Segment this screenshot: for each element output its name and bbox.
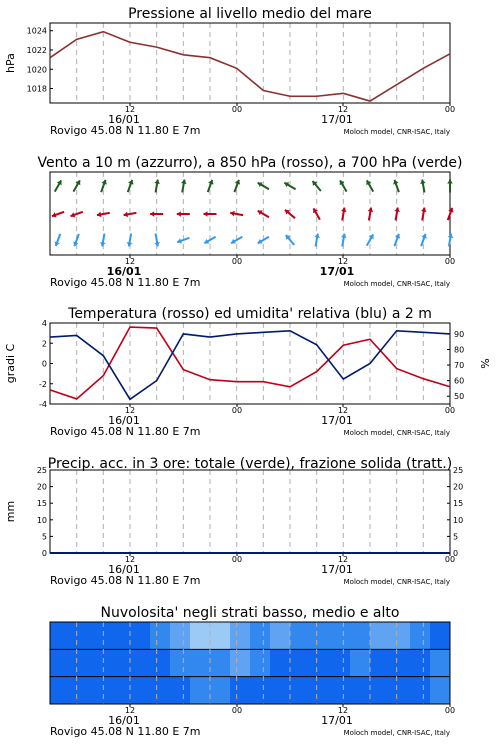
cloud-cell <box>110 622 130 650</box>
cloud-cell <box>210 649 230 677</box>
cloud-cell <box>90 649 110 677</box>
x-tick-label: 12 <box>337 406 349 415</box>
y-tick-label: 0 <box>41 549 47 558</box>
cloud-cell <box>230 622 250 650</box>
location-info: Rovigo 45.08 N 11.80 E 7m <box>50 276 201 289</box>
x-tick-label: 00 <box>444 105 456 114</box>
cloud-cell <box>410 677 430 705</box>
cloud-cell <box>50 622 70 650</box>
cloud-cell <box>370 649 390 677</box>
cloud-cell <box>110 677 130 705</box>
y2-tick-label: 70 <box>454 361 465 371</box>
cloud-cell <box>230 677 250 705</box>
cloud-cell <box>270 622 290 650</box>
cloud-cell <box>130 649 150 677</box>
x-tick-label: 00 <box>231 555 243 564</box>
cloud-cell <box>70 677 90 705</box>
date-label: 17/01 <box>321 113 353 126</box>
x-tick-label: 12 <box>337 555 349 564</box>
cloud-cell <box>430 677 450 705</box>
cloud-cell <box>350 677 370 705</box>
cloud-cell <box>110 649 130 677</box>
y-axis-label: mm <box>4 500 17 523</box>
plot-frame <box>50 470 450 553</box>
cloud-cell <box>270 649 290 677</box>
y-tick-label: 4 <box>41 319 47 328</box>
date-label: 16/01 <box>106 265 142 278</box>
y-axis-label: gradi C <box>4 343 17 384</box>
cloud-cell <box>350 622 370 650</box>
cloud-cell <box>430 649 450 677</box>
cloud-cell <box>150 677 170 705</box>
date-label: 16/01 <box>108 113 140 126</box>
x-tick-label: 00 <box>444 406 456 415</box>
location-info: Rovigo 45.08 N 11.80 E 7m <box>50 124 201 137</box>
model-credit: Moloch model, CNR-ISAC, Italy <box>343 280 450 288</box>
cloud-cell <box>370 677 390 705</box>
x-tick-label: 00 <box>231 406 243 415</box>
cloud-cell <box>310 649 330 677</box>
panel-title: Precip. acc. in 3 ore: totale (verde), frazione solida (tratt.) <box>47 456 453 472</box>
x-tick-label: 12 <box>124 706 136 715</box>
cloud-cell <box>410 649 430 677</box>
cloud-cell <box>330 622 350 650</box>
panel-title: Pressione al livello medio del mare <box>128 6 372 22</box>
panel-title: Temperatura (rosso) ed umidita' relativa (blu) a 2 m <box>68 306 432 322</box>
y-tick-label: 25 <box>36 466 47 475</box>
wind-barb-head <box>150 211 154 217</box>
y-tick-label: 0 <box>41 359 47 369</box>
cloud-cell <box>270 677 290 705</box>
cloud-cell <box>410 622 430 650</box>
cloud-cell <box>190 622 210 650</box>
x-tick-label: 00 <box>444 706 456 715</box>
x-tick-label: 12 <box>124 257 136 266</box>
x-tick-label: 00 <box>444 257 456 266</box>
y-tick-label: 1024 <box>26 26 47 36</box>
y-tick-label: 25 <box>453 466 464 475</box>
cloud-cell <box>310 622 330 650</box>
x-tick-label: 00 <box>444 555 456 564</box>
x-tick-label: 12 <box>124 555 136 564</box>
location-info: Rovigo 45.08 N 11.80 E 7m <box>50 725 201 738</box>
y2-tick-label: 50 <box>454 392 465 402</box>
y-tick-label: 20 <box>453 482 464 492</box>
cloud-cell <box>230 649 250 677</box>
y2-tick-label: 60 <box>454 376 465 386</box>
wind-barb-head <box>204 211 208 217</box>
location-info: Rovigo 45.08 N 11.80 E 7m <box>50 425 201 438</box>
date-label: 17/01 <box>321 714 353 727</box>
y-tick-label: -4 <box>39 400 47 409</box>
date-label: 16/01 <box>108 414 140 427</box>
panel-title: Nuvolosita' negli strati basso, medio e alto <box>100 605 400 621</box>
wind-barb-head <box>447 180 453 184</box>
cloud-cell <box>430 622 450 650</box>
y-tick-label: -2 <box>39 379 47 389</box>
y2-axis-label: % <box>479 358 492 369</box>
cloud-cell <box>290 677 310 705</box>
y-tick-label: 15 <box>453 499 464 509</box>
y-tick-label: 10 <box>36 515 47 525</box>
wind-barb-head <box>177 211 181 217</box>
cloud-cell <box>350 649 370 677</box>
cloud-cell <box>330 649 350 677</box>
date-label: 17/01 <box>319 265 355 278</box>
y-tick-label: 1022 <box>26 45 47 55</box>
model-credit: Moloch model, CNR-ISAC, Italy <box>343 729 450 737</box>
cloud-cell <box>250 677 270 705</box>
cloud-cell <box>210 622 230 650</box>
cloud-cell <box>190 649 210 677</box>
cloud-cell <box>150 622 170 650</box>
y-tick-label: 20 <box>36 482 47 492</box>
cloud-cell <box>90 622 110 650</box>
cloud-cell <box>130 622 150 650</box>
cloud-cell <box>130 677 150 705</box>
y2-tick-label: 90 <box>454 329 465 339</box>
cloud-cell <box>290 622 310 650</box>
x-tick-label: 12 <box>337 706 349 715</box>
x-tick-label: 12 <box>124 406 136 415</box>
model-credit: Moloch model, CNR-ISAC, Italy <box>343 429 450 437</box>
cloud-cell <box>170 649 190 677</box>
cloud-cell <box>290 649 310 677</box>
plot-frame <box>50 172 450 255</box>
x-tick-label: 12 <box>337 105 349 114</box>
cloud-cell <box>70 622 90 650</box>
y-tick-label: 1020 <box>26 65 47 75</box>
x-tick-label: 00 <box>231 105 243 114</box>
cloud-cell <box>170 677 190 705</box>
cloud-cell <box>390 677 410 705</box>
cloud-cell <box>190 677 210 705</box>
x-tick-label: 00 <box>231 257 243 266</box>
cloud-cell <box>370 622 390 650</box>
y-tick-label: 5 <box>453 532 459 542</box>
model-credit: Moloch model, CNR-ISAC, Italy <box>343 578 450 586</box>
y-tick-label: 0 <box>453 549 459 558</box>
y-tick-label: 15 <box>36 499 47 509</box>
series-line <box>50 32 450 101</box>
y-tick-label: 5 <box>41 532 47 542</box>
date-label: 17/01 <box>321 414 353 427</box>
cloud-cell <box>310 677 330 705</box>
date-label: 16/01 <box>108 714 140 727</box>
y-tick-label: 1018 <box>26 84 47 94</box>
model-credit: Moloch model, CNR-ISAC, Italy <box>343 128 450 136</box>
cloud-cell <box>50 649 70 677</box>
cloud-cell <box>250 649 270 677</box>
cloud-cell <box>170 622 190 650</box>
x-tick-label: 12 <box>124 105 136 114</box>
cloud-cell <box>250 622 270 650</box>
cloud-cell <box>390 649 410 677</box>
cloud-cell <box>210 677 230 705</box>
cloud-cell <box>330 677 350 705</box>
y-axis-label: hPa <box>4 53 17 73</box>
y-tick-label: 10 <box>453 515 464 525</box>
cloud-cell <box>90 677 110 705</box>
date-label: 17/01 <box>321 563 353 576</box>
cloud-cell <box>150 649 170 677</box>
x-tick-label: 00 <box>231 706 243 715</box>
y-tick-label: 2 <box>41 339 47 349</box>
cloud-cell <box>50 677 70 705</box>
date-label: 16/01 <box>108 563 140 576</box>
location-info: Rovigo 45.08 N 11.80 E 7m <box>50 574 201 587</box>
x-tick-label: 12 <box>337 257 349 266</box>
y2-tick-label: 80 <box>454 345 465 355</box>
panel-title: Vento a 10 m (azzurro), a 850 hPa (rosso), a 700 hPa (verde) <box>37 155 463 171</box>
cloud-cell <box>70 649 90 677</box>
cloud-cell <box>390 622 410 650</box>
